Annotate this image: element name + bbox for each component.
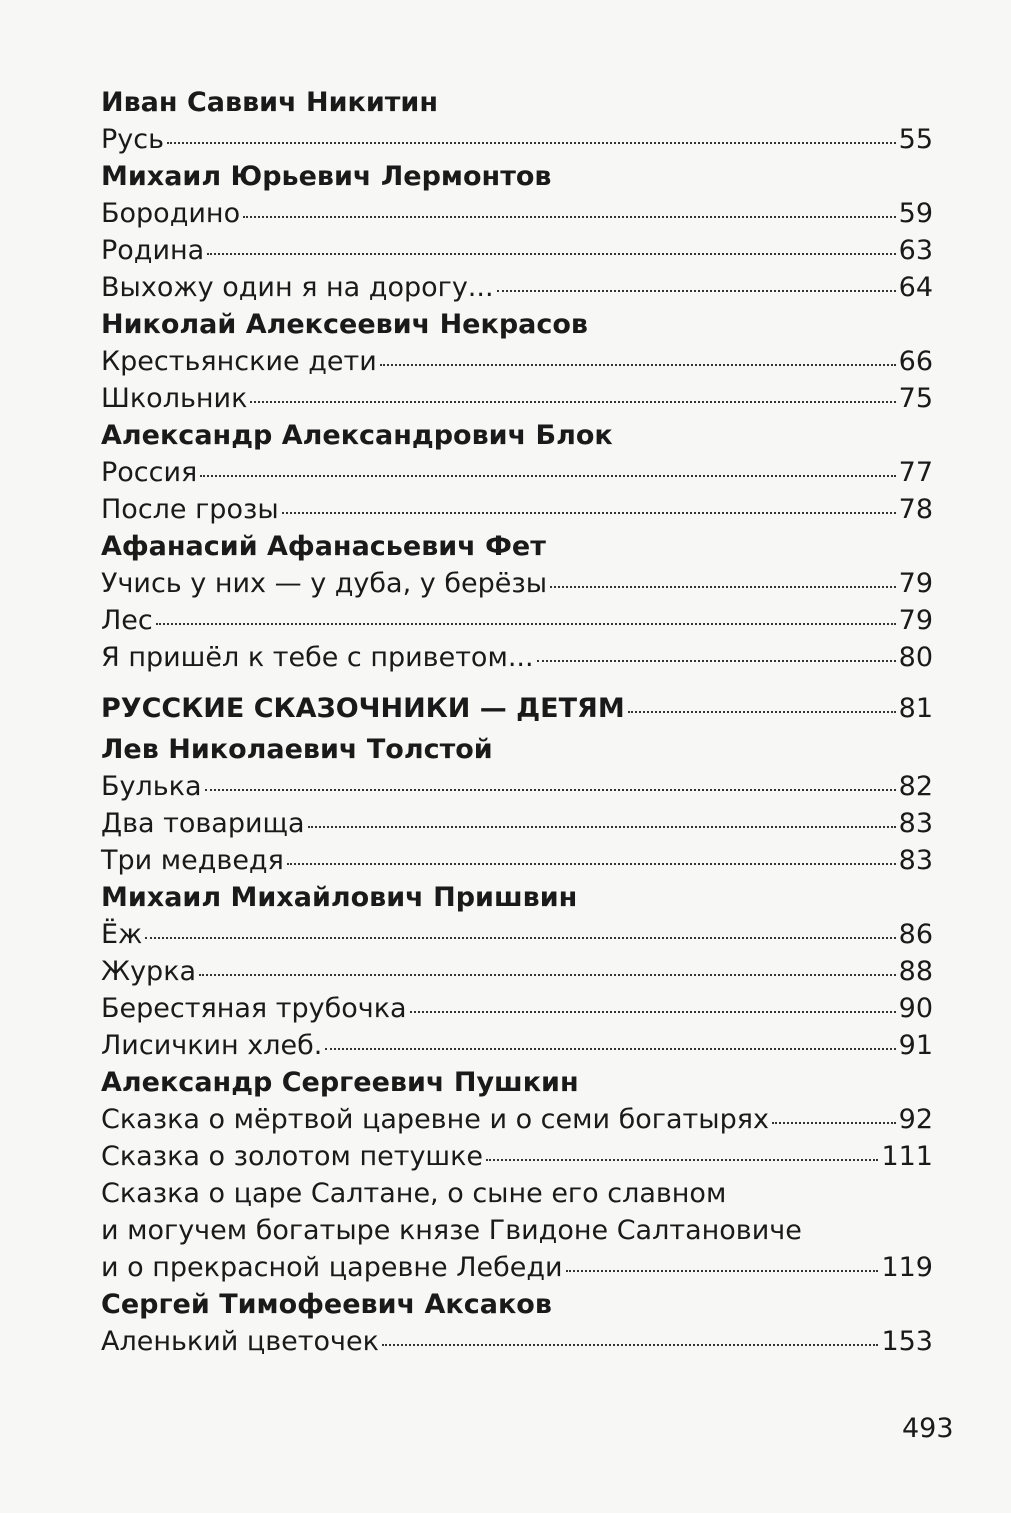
entry-title: Берестяная трубочка bbox=[101, 993, 407, 1024]
toc-entry-line bbox=[101, 1101, 933, 1138]
entry-page-number: 81 bbox=[898, 693, 933, 724]
toc-entry-line bbox=[101, 195, 933, 232]
toc-entry-line bbox=[101, 121, 933, 158]
toc-entry bbox=[101, 269, 933, 306]
toc-entry-line bbox=[101, 1027, 933, 1064]
entry-title: После грозы bbox=[101, 494, 279, 525]
toc-entry bbox=[101, 343, 933, 380]
toc-entry bbox=[101, 454, 933, 491]
toc-entry bbox=[101, 1249, 933, 1286]
entry-title: Россия bbox=[101, 457, 198, 488]
entry-page-number: 63 bbox=[898, 235, 933, 266]
entry-page-number: 111 bbox=[881, 1141, 933, 1172]
entry-title: Два товарища bbox=[101, 808, 305, 839]
dot-leader bbox=[380, 340, 896, 366]
toc-entry-line bbox=[101, 953, 933, 990]
dot-leader bbox=[156, 599, 896, 625]
entry-page-number: 79 bbox=[898, 605, 933, 636]
dot-leader bbox=[200, 451, 895, 477]
toc-entry bbox=[101, 1323, 933, 1360]
dot-leader bbox=[550, 562, 896, 588]
dot-leader bbox=[410, 987, 896, 1013]
dot-leader bbox=[486, 1135, 878, 1161]
entry-title: Учись у них — у дуба, у берёзы bbox=[101, 568, 548, 599]
entry-title: и о прекрасной царевне Лебеди bbox=[101, 1252, 563, 1283]
toc-entry-line bbox=[101, 990, 933, 1027]
dot-leader bbox=[205, 765, 896, 791]
entry-page-number: 119 bbox=[881, 1252, 933, 1283]
toc-entry-line bbox=[101, 805, 933, 842]
entry-page-number: 78 bbox=[898, 494, 933, 525]
dot-leader bbox=[167, 118, 896, 144]
toc-entry bbox=[101, 565, 933, 602]
table-of-contents bbox=[101, 84, 933, 1360]
toc-entry bbox=[101, 602, 933, 639]
toc-entry bbox=[101, 805, 933, 842]
toc-entry bbox=[101, 121, 933, 158]
dot-leader bbox=[145, 913, 895, 939]
dot-leader bbox=[566, 1246, 879, 1272]
dot-leader bbox=[243, 192, 896, 218]
entry-title: Три медведя bbox=[101, 845, 284, 876]
entry-page-number: 153 bbox=[881, 1326, 933, 1357]
toc-entry-line bbox=[101, 602, 933, 639]
toc-entry bbox=[101, 195, 933, 232]
toc-entry bbox=[101, 491, 933, 528]
entry-title: Булька bbox=[101, 771, 202, 802]
dot-leader bbox=[772, 1098, 896, 1124]
toc-entry-line bbox=[101, 1138, 933, 1175]
toc-entry bbox=[101, 953, 933, 990]
entry-title: Сказка о золотом петушке bbox=[101, 1141, 484, 1172]
toc-author: Афанасий Афанасьевич Фет bbox=[101, 531, 546, 562]
toc-entry bbox=[101, 232, 933, 269]
entry-title: Русь bbox=[101, 124, 165, 155]
toc-author: Александр Сергеевич Пушкин bbox=[101, 1067, 579, 1098]
entry-page-number: 91 bbox=[898, 1030, 933, 1061]
toc-author: Николай Алексеевич Некрасов bbox=[101, 309, 589, 340]
toc-author: Иван Саввич Никитин bbox=[101, 87, 438, 118]
toc-entry bbox=[101, 1101, 933, 1138]
entry-page-number: 90 bbox=[898, 993, 933, 1024]
entry-page-number: 64 bbox=[898, 272, 933, 303]
entry-title: Школьник bbox=[101, 383, 248, 414]
entry-title: РУССКИЕ СКАЗОЧНИКИ — ДЕТЯМ bbox=[101, 693, 625, 724]
toc-entry bbox=[101, 842, 933, 879]
toc-entry bbox=[101, 1138, 933, 1175]
entry-title: Журка bbox=[101, 956, 197, 987]
page-number: 493 bbox=[902, 1413, 954, 1444]
toc-entry-line bbox=[101, 768, 933, 805]
entry-page-number: 80 bbox=[898, 642, 933, 673]
entry-title: Выхожу один я на дорогу... bbox=[101, 272, 494, 303]
toc-entry-line bbox=[101, 842, 933, 879]
toc-entry-line bbox=[101, 1323, 933, 1360]
dot-leader bbox=[325, 1024, 895, 1050]
toc-entry-line bbox=[101, 232, 933, 269]
entry-page-number: 82 bbox=[898, 771, 933, 802]
dot-leader bbox=[207, 229, 895, 255]
dot-leader bbox=[282, 488, 896, 514]
entry-title: Крестьянские дети bbox=[101, 346, 377, 377]
dot-leader bbox=[628, 687, 896, 713]
dot-leader bbox=[199, 950, 896, 976]
entry-title: Я пришёл к тебе с приветом... bbox=[101, 642, 534, 673]
entry-title: Ёж bbox=[101, 919, 143, 950]
toc-entry-line bbox=[101, 916, 933, 953]
entry-title: Сказка о мёртвой царевне и о семи богатырях bbox=[101, 1104, 769, 1135]
entry-title: Аленький цветочек bbox=[101, 1326, 379, 1357]
toc-section bbox=[101, 690, 933, 727]
toc-entry bbox=[101, 916, 933, 953]
entry-page-number: 77 bbox=[898, 457, 933, 488]
toc-entry bbox=[101, 380, 933, 417]
dot-leader bbox=[250, 377, 895, 403]
entry-page-number: 59 bbox=[898, 198, 933, 229]
toc-entry-line bbox=[101, 454, 933, 491]
toc-entry-line bbox=[101, 491, 933, 528]
toc-entry bbox=[101, 768, 933, 805]
entry-title: Лес bbox=[101, 605, 153, 636]
entry-title: Родина bbox=[101, 235, 205, 266]
toc-author: Лев Николаевич Толстой bbox=[101, 734, 493, 765]
toc-entry-line bbox=[101, 690, 933, 727]
toc-author: Александр Александрович Блок bbox=[101, 420, 613, 451]
entry-page-number: 92 bbox=[898, 1104, 933, 1135]
dot-leader bbox=[287, 839, 896, 865]
toc-entry bbox=[101, 1027, 933, 1064]
entry-page-number: 83 bbox=[898, 808, 933, 839]
toc-entry bbox=[101, 639, 933, 676]
dot-leader bbox=[382, 1320, 879, 1346]
entry-page-number: 75 bbox=[898, 383, 933, 414]
toc-author: Михаил Юрьевич Лермонтов bbox=[101, 161, 552, 192]
toc-entry bbox=[101, 990, 933, 1027]
entry-page-number: 86 bbox=[898, 919, 933, 950]
dot-leader bbox=[497, 266, 896, 292]
toc-entry-continued-line: и могучем богатыре князе Гвидоне Салтановиче bbox=[101, 1215, 802, 1246]
toc-entry-line bbox=[101, 565, 933, 602]
toc-author: Михаил Михайлович Пришвин bbox=[101, 882, 578, 913]
toc-entry-line bbox=[101, 269, 933, 306]
entry-page-number: 55 bbox=[898, 124, 933, 155]
entry-page-number: 83 bbox=[898, 845, 933, 876]
dot-leader bbox=[308, 802, 896, 828]
toc-entry-continued-line: Сказка о царе Салтане, о сыне его славном bbox=[101, 1178, 727, 1209]
entry-title: Лисичкин хлеб. bbox=[101, 1030, 323, 1061]
entry-page-number: 79 bbox=[898, 568, 933, 599]
toc-author: Сергей Тимофеевич Аксаков bbox=[101, 1289, 552, 1320]
entry-page-number: 88 bbox=[898, 956, 933, 987]
toc-entry-line bbox=[101, 639, 933, 676]
toc-entry-line bbox=[101, 343, 933, 380]
toc-entry-line bbox=[101, 1249, 933, 1286]
dot-leader bbox=[537, 636, 896, 662]
entry-title: Бородино bbox=[101, 198, 241, 229]
toc-entry-line bbox=[101, 380, 933, 417]
entry-page-number: 66 bbox=[898, 346, 933, 377]
